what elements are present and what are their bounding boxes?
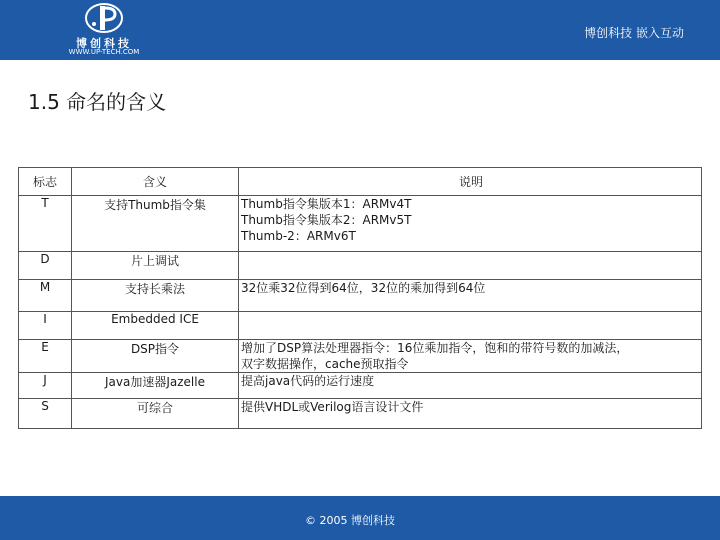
description-cell	[239, 312, 702, 340]
brand-slogan: 博创科技 嵌入互动	[584, 26, 684, 40]
table-row	[19, 196, 702, 252]
table-row	[19, 280, 702, 312]
header-cell-meaning: 含义	[72, 168, 239, 196]
flag-cell: D	[19, 252, 72, 280]
header-cell-description: 说明	[239, 168, 702, 196]
flag-cell: I	[19, 312, 72, 340]
description-line: Thumb-2：ARMv6T	[241, 229, 356, 243]
table-row	[19, 312, 702, 340]
description-cell	[239, 399, 702, 429]
naming-table	[18, 167, 702, 429]
header-bar	[0, 0, 720, 60]
logo-text: 博创科技	[76, 37, 132, 50]
flag-cell: T	[19, 196, 72, 252]
description-line: 双字数据操作，cache预取指令	[241, 357, 409, 371]
description-cell	[239, 280, 702, 312]
slide-title: 1.5 命名的含义	[28, 90, 167, 114]
table-row	[19, 252, 702, 280]
description-line: Thumb指令集版本2：ARMv5T	[241, 213, 412, 227]
meaning-cell: 片上调试	[72, 252, 239, 280]
logo-mark-icon	[82, 2, 126, 34]
meaning-cell: 支持长乘法	[72, 280, 239, 312]
description-line: 32位乘32位得到64位，32位的乘加得到64位	[241, 281, 486, 295]
table-row	[19, 399, 702, 429]
meaning-cell: DSP指令	[72, 340, 239, 373]
meaning-cell: 支持Thumb指令集	[72, 196, 239, 252]
table-row	[19, 340, 702, 373]
description-cell	[239, 373, 702, 399]
description-line: Thumb指令集版本1：ARMv4T	[241, 197, 412, 211]
description-line: 提供VHDL或Verilog语言设计文件	[241, 400, 424, 414]
copyright-text: © 2005 博创科技	[305, 514, 395, 527]
meaning-cell: 可综合	[72, 399, 239, 429]
flag-cell: S	[19, 399, 72, 429]
header-cell-flag: 标志	[19, 168, 72, 196]
description-line: 提高java代码的运行速度	[241, 374, 375, 388]
description-line: 增加了DSP算法处理器指令：16位乘加指令，饱和的带符号数的加减法，	[241, 341, 629, 355]
meaning-cell: Embedded ICE	[72, 312, 239, 340]
table-row	[19, 373, 702, 399]
flag-cell: E	[19, 340, 72, 373]
description-cell	[239, 196, 702, 252]
flag-cell: M	[19, 280, 72, 312]
description-cell	[239, 252, 702, 280]
description-cell	[239, 340, 702, 373]
logo-url: WWW.UP-TECH.COM	[68, 48, 140, 56]
flag-cell: J	[19, 373, 72, 399]
meaning-cell: Java加速器Jazelle	[72, 373, 239, 399]
logo	[64, 2, 144, 58]
footer-bar	[0, 496, 720, 540]
table-header-row	[19, 168, 702, 196]
